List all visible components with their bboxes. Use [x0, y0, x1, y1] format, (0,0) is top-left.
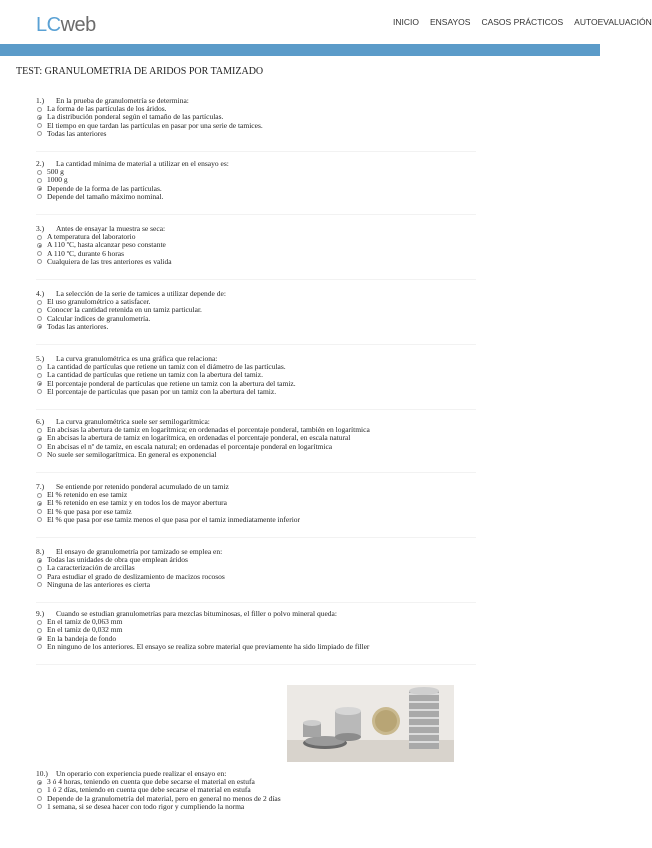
answer-label: A 110 ºC, durante 6 horas: [47, 248, 125, 258]
radio-icon[interactable]: [37, 123, 42, 128]
answer-label: En el tamiz de 0,063 mm: [47, 617, 123, 627]
question-number: 1.): [36, 96, 45, 105]
question-label: La cantidad mínima de material a utilizar en el ensayo es:: [56, 159, 229, 168]
radio-icon[interactable]: [37, 509, 42, 514]
answer-label: El % retenido en ese tamiz: [47, 490, 128, 500]
question-number: 8.): [36, 547, 45, 556]
answer-label: La distribución ponderal según el tamaño de las partículas.: [47, 112, 224, 122]
site-logo[interactable]: [36, 14, 96, 37]
answer-label: Todas las anteriores.: [47, 321, 109, 331]
question-7: [36, 483, 300, 524]
radio-selected-icon[interactable]: [37, 501, 42, 506]
answer-label: Depende de la granulometría del material, pero en general no menos de 2 días: [47, 793, 281, 803]
question-3: [36, 225, 172, 266]
radio-icon[interactable]: [37, 517, 42, 522]
radio-selected-icon[interactable]: [37, 436, 42, 441]
answer-label: Todas las anteriores: [47, 128, 107, 138]
answer-label: Cualquiera de las tres anteriores es valida: [47, 256, 172, 266]
answer-label: 1 semana, si se desea hacer con todo rigor y cumpliendo la norma: [47, 801, 245, 811]
answer-label: Para estudiar el grado de deslizamiento de macizos rocosos: [47, 571, 225, 581]
answer-label: En abcisas el nº de tamiz, en escala natural; en ordenadas el porcentaje ponderal en logarítmica: [47, 441, 333, 451]
answer-label: A temperatura del laboratorio: [47, 232, 136, 242]
radio-icon[interactable]: [37, 373, 42, 378]
nav-casos-practicos[interactable]: CASOS PRÁCTICOS: [481, 17, 564, 27]
radio-icon[interactable]: [37, 235, 42, 240]
radio-selected-icon[interactable]: [37, 186, 42, 191]
radio-icon[interactable]: [37, 194, 42, 199]
answer-label: El porcentaje ponderal de partículas que retiene un tamiz con la abertura del tamiz.: [47, 378, 296, 388]
answer-option[interactable]: [47, 641, 370, 651]
radio-icon[interactable]: [37, 107, 42, 112]
answer-label: La caracterización de arcillas: [47, 563, 135, 573]
question-separator: [36, 409, 476, 410]
question-label: Un operario con experiencia puede realizar el ensayo en:: [56, 769, 227, 778]
question-9: [36, 610, 369, 651]
radio-icon[interactable]: [37, 628, 42, 633]
question-1: [36, 97, 263, 138]
answer-option[interactable]: [47, 256, 172, 266]
radio-icon[interactable]: [37, 178, 42, 183]
answer-label: Depende de la forma de las partículas.: [47, 183, 162, 193]
sieves-photo-icon: [287, 685, 454, 762]
answer-option[interactable]: [47, 167, 229, 177]
answer-option[interactable]: [47, 801, 281, 811]
question-2: [36, 160, 229, 201]
radio-icon[interactable]: [37, 788, 42, 793]
answer-label: En abcisas la abertura de tamiz en logarítmica, en ordenadas el porcentaje ponderal, en escala natural: [47, 433, 351, 443]
question-10: [36, 770, 281, 811]
answer-option[interactable]: [47, 386, 296, 396]
question-number: 10.): [36, 769, 48, 778]
question-label: La selección de la serie de tamices a utilizar depende de:: [56, 289, 226, 298]
answer-label: La cantidad de partículas que retiene un tamiz con el diámetro de las partículas.: [47, 362, 286, 372]
answer-label: 500 g: [47, 167, 64, 177]
radio-icon[interactable]: [37, 452, 42, 457]
question-number: 6.): [36, 417, 45, 426]
radio-selected-icon[interactable]: [37, 324, 42, 329]
answer-label: Conocer la cantidad retenida en un tamiz particular.: [47, 305, 202, 315]
radio-selected-icon[interactable]: [37, 243, 42, 248]
page-title: TEST: GRANULOMETRIA DE ARIDOS POR TAMIZADO: [16, 66, 264, 77]
radio-selected-icon[interactable]: [37, 115, 42, 120]
answer-label: El % retenido en ese tamiz y en todos los de mayor abertura: [47, 498, 227, 508]
radio-icon[interactable]: [37, 365, 42, 370]
answer-label: En la bandeja de fondo: [47, 633, 117, 643]
radio-icon[interactable]: [37, 389, 42, 394]
question-number: 9.): [36, 609, 45, 618]
radio-selected-icon[interactable]: [37, 636, 42, 641]
logo-lc: LC: [36, 14, 61, 36]
question-label: En la prueba de granulometría se determina:: [56, 96, 189, 105]
question-separator: [36, 537, 476, 538]
radio-icon[interactable]: [37, 259, 42, 264]
answer-label: Calcular índices de granulometría.: [47, 313, 151, 323]
question-number: 2.): [36, 159, 45, 168]
question-separator: [36, 214, 476, 215]
radio-selected-icon[interactable]: [37, 780, 42, 785]
radio-icon[interactable]: [37, 804, 42, 809]
radio-icon[interactable]: [37, 493, 42, 498]
radio-icon[interactable]: [37, 796, 42, 801]
answer-option[interactable]: [47, 449, 370, 459]
radio-icon[interactable]: [37, 444, 42, 449]
question-separator: [36, 279, 476, 280]
radio-selected-icon[interactable]: [37, 558, 42, 563]
answer-label: El % que pasa por ese tamiz menos el que pasa por el tamiz inmediatamente inferior: [47, 514, 301, 524]
question-6: [36, 418, 370, 459]
question-number: 3.): [36, 224, 45, 233]
nav-ensayos[interactable]: ENSAYOS: [429, 17, 471, 27]
answer-label: En abcisas la abertura de tamiz en logarítmica; en ordenadas el porcentaje ponderal, también en logarítmica: [47, 425, 370, 435]
sieves-photo: [287, 685, 454, 762]
answer-option[interactable]: [47, 579, 225, 589]
radio-icon[interactable]: [37, 300, 42, 305]
logo-web: web: [60, 14, 96, 36]
radio-icon[interactable]: [37, 251, 42, 256]
answer-label: El uso granulométrico a satisfacer.: [47, 297, 151, 307]
nav-inicio[interactable]: INICIO: [393, 17, 419, 27]
radio-icon[interactable]: [37, 644, 42, 649]
question-number: 7.): [36, 482, 45, 491]
question-separator: [36, 472, 476, 473]
answer-label: El porcentaje de partículas que pasan por un tamiz con la abertura del tamiz.: [47, 386, 277, 396]
radio-icon[interactable]: [37, 316, 42, 321]
answer-label: 1 ó 2 días, teniendo en cuenta que debe secarse el material en estufa: [47, 785, 251, 795]
answer-option[interactable]: [47, 128, 263, 138]
answer-label: 3 ó 4 horas, teniendo en cuenta que debe secarse el material en estufa: [47, 777, 255, 787]
radio-icon[interactable]: [37, 582, 42, 587]
site-header: [0, 0, 652, 44]
radio-icon[interactable]: [37, 620, 42, 625]
question-number: 5.): [36, 354, 45, 363]
answer-label: No suele ser semilogarítmica. En general es exponencial: [47, 449, 217, 459]
answer-label: La cantidad de partículas que retiene un tamiz con la abertura del tamiz.: [47, 370, 263, 380]
question-separator: [36, 602, 476, 603]
radio-selected-icon[interactable]: [37, 381, 42, 386]
answer-label: El % que pasa por ese tamiz: [47, 506, 132, 516]
answer-option[interactable]: [47, 514, 301, 524]
header-bar: [0, 44, 600, 56]
question-8: [36, 548, 225, 589]
answer-label: En ninguno de los anteriores. El ensayo se realiza sobre material que previamente ha sido limpiado de filler: [47, 641, 370, 651]
answer-label: La forma de las partículas de los áridos.: [47, 104, 167, 114]
radio-icon[interactable]: [37, 131, 42, 136]
answer-label: A 110 ºC, hasta alcanzar peso constante: [47, 240, 166, 250]
answer-label: Ninguna de las anteriores es cierta: [47, 579, 151, 589]
question-label: Se entiende por retenido ponderal acumulado de un tamiz: [56, 482, 229, 491]
question-label: Cuando se estudian granulometrías para mezclas bituminosas, el filler o polvo mineral queda:: [56, 609, 337, 618]
question-number: 4.): [36, 289, 45, 298]
question-label: El ensayo de granulometría por tamizado se emplea en:: [56, 547, 223, 556]
answer-label: El tiempo en que tardan las partículas en pasar por una serie de tamices.: [47, 120, 263, 130]
question-separator: [36, 344, 476, 345]
question-separator: [36, 664, 476, 665]
radio-icon[interactable]: [37, 308, 42, 313]
answer-label: Depende del tamaño máximo nominal.: [47, 191, 164, 201]
answer-label: 1000 g: [47, 175, 68, 185]
question-label: Antes de ensayar la muestra se seca:: [56, 224, 166, 233]
radio-icon[interactable]: [37, 574, 42, 579]
question-label: La curva granulométrica suele ser semilogarítmica:: [56, 417, 210, 426]
question-5: [36, 355, 296, 396]
nav-autoevaluacion[interactable]: AUTOEVALUACIÓN: [574, 17, 652, 27]
question-label: La curva granulométrica es una gráfica que relaciona:: [56, 354, 218, 363]
answer-label: Todas las unidades de obra que emplean áridos: [47, 555, 188, 565]
radio-icon[interactable]: [37, 566, 42, 571]
radio-icon[interactable]: [37, 170, 42, 175]
answer-option[interactable]: [47, 321, 226, 331]
question-4: [36, 290, 226, 331]
answer-option[interactable]: [47, 191, 229, 201]
radio-icon[interactable]: [37, 428, 42, 433]
question-separator: [36, 151, 476, 152]
question-text: [36, 160, 229, 168]
answer-label: En el tamiz de 0,032 mm: [47, 625, 123, 635]
main-nav: [393, 17, 652, 27]
